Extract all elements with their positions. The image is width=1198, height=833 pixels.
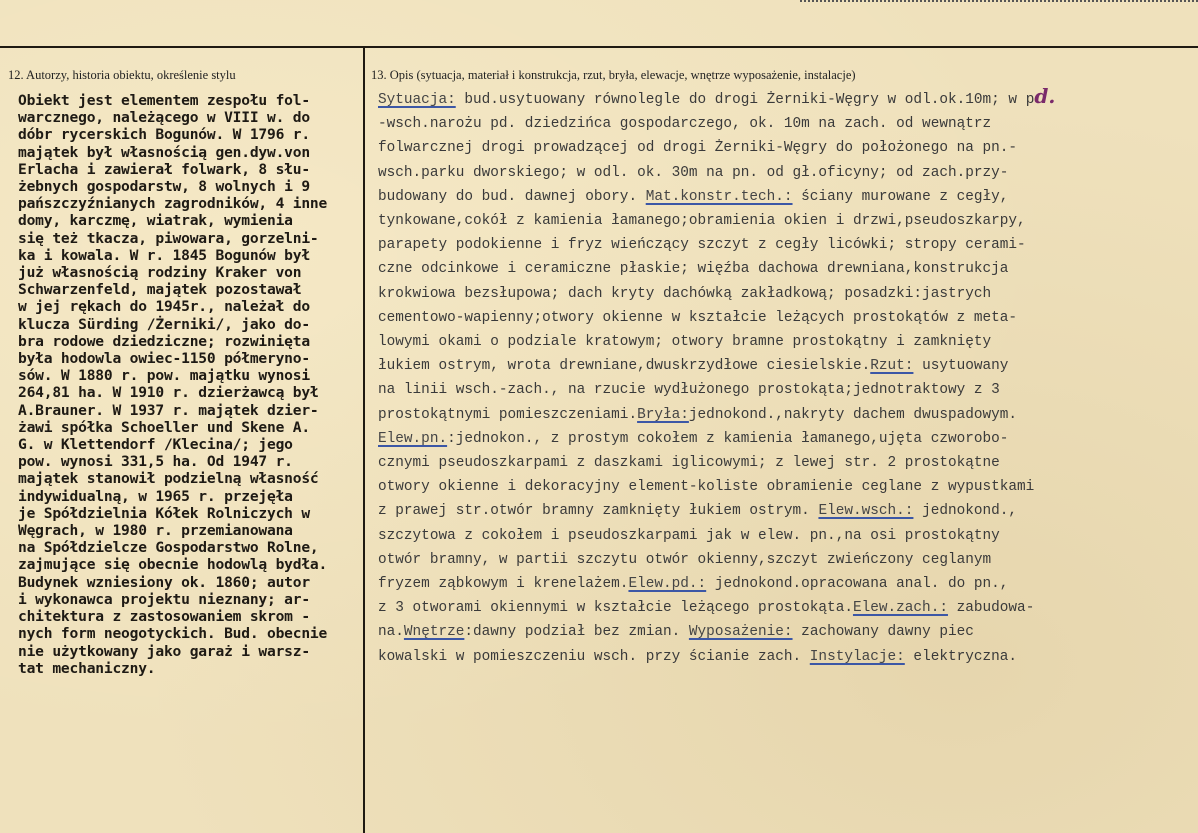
description-line [378,403,1198,427]
description-line [378,84,1198,112]
top-divider [0,46,1198,48]
text-run: na. [378,624,404,641]
text-run: :jednokon., z prostym cokołem z kamienia łamanego,ujęta czworobo- [447,430,1009,447]
history-line: Schwarzenfeld, majątek pozostawał [18,281,302,299]
text-run: jednokond.,nakryty dachem dwuspadowym. [688,406,1018,423]
description-line [378,233,1198,257]
history-line: warcznego, należącego w VIII w. do [18,109,310,127]
section-heading: Elew.pd.: [628,576,707,593]
handwritten-correction: d. [1034,84,1056,108]
history-line: G. w Klettendorf /Klecina/; jego [18,436,293,454]
description-line [378,354,1198,378]
history-line: Budynek wzniesiony ok. 1860; autor [18,573,310,591]
text-run: kowalski w pomieszczeniu wsch. przy ścianie zach. [378,648,810,665]
text-run: folwarcznej drogi prowadzącej od drogi Żerniki-Węgry do położonego na pn.- [378,140,1018,157]
history-line: sów. W 1880 r. pow. majątku wynosi [18,367,310,385]
section-heading: Sytuacja: [378,92,456,108]
history-line: dóbr rycerskich Bogunów. W 1796 r. [18,126,310,144]
text-run: wsch.parku dworskiego; w odl. ok. 30m na pn. od gł.oficyny; od zach.przy- [378,164,1009,181]
text-run: jednokond.opracowana anal. do pn., [706,576,1009,593]
text-run: jednokond., [913,503,1018,520]
text-run: ściany murowane z cegły, [792,188,1009,205]
history-line: Węgrach, w 1980 r. przemianowana [18,522,293,540]
description-line [378,257,1198,281]
text-run: zabudowa- [947,600,1035,617]
section-heading: Elew.wsch.: [818,503,914,520]
history-line: ka i kowala. W r. 1845 Bogunów był [18,246,310,264]
text-run: lowymi okami o podziale kratowym; otwory bramne prostokątny i zamknięty [378,334,992,351]
section-heading: Mat.konstr.tech.: [645,188,793,205]
text-run: :dawny podział bez zmian. [464,624,689,641]
description-line [378,524,1198,548]
history-line: majątek stanowił podzielną własność [18,470,319,488]
text-run: krokwiowa bezsłupowa; dach kryty dachówką zakładkową; posadzki:jastrych [378,285,992,302]
text-run: -wsch.narożu pd. dziedzińca gospodarczego, ok. 10m na zach. od wewnątrz [378,116,992,133]
history-line: już własnością rodziny Kraker von [18,264,302,282]
text-run: szczytowa z cokołem i pseudoszkarpami jak w elew. pn.,na osi prostokątny [378,527,1000,544]
history-text [18,92,366,677]
description-line [378,378,1198,402]
text-run: z 3 otworami okiennymi w kształcie leżącego prostokąta. [378,600,853,617]
history-line: żebnych gospodarstw, 8 wolnych i 9 [18,178,310,196]
history-line: Erlacha i zawierał folwark, 8 słu- [18,160,310,178]
history-line: pow. wynosi 331,5 ha. Od 1947 r. [18,453,293,471]
history-line: i wykonawca projektu nieznany; ar- [18,590,310,608]
text-run: zachowany dawny piec [792,624,974,641]
history-line: na Spółdzielcze Gospodarstwo Rolne, [18,539,319,557]
description-text [378,84,1198,669]
section-heading: Bryła: [637,406,689,423]
text-run: otwory okienne i dekoracyjny element-koliste obramienie ceglane z wypustkami [378,479,1035,496]
description-line [378,136,1198,160]
text-run: budowany do bud. dawnej obory. [378,188,646,205]
section-heading: Wnętrze [403,624,465,641]
text-run: czne odcinkowe i ceramiczne płaskie; więźba dachowa drewniana,konstrukcja [378,261,1009,278]
text-run: bud.usytuowany równolegle do drogi Żerniki-Węgry w odl.ok.10m; w p [455,92,1035,108]
history-line: żawi spółka Schoeller und Skene A. [18,418,310,436]
history-line: A.Brauner. W 1937 r. majątek dzier- [18,401,319,419]
description-line [378,185,1198,209]
text-run: parapety podokienne i fryz wieńczący szczyt z cegły licówki; stropy cerami- [378,237,1026,254]
history-line: Obiekt jest elementem zespołu fol- [18,92,310,109]
description-line [378,282,1198,306]
section-heading: Wyposażenie: [688,624,793,641]
text-run: fryzem ząbkowym i krenelażem. [378,576,629,593]
history-line: domy, karczmę, wiatrak, wymienia [18,212,293,230]
history-line: je Spółdzielnia Kółek Rolniczych w [18,504,310,522]
section-heading: Elew.zach.: [852,600,948,617]
history-line: chitektura z zastosowaniem skrom - [18,608,310,626]
description-line [378,330,1198,354]
history-line: tat mechaniczny. [18,659,156,677]
history-line: indywidualną, w 1965 r. przejęła [18,487,293,505]
text-run: cznymi pseudoszkarpami z daszkami iglicowymi; z lewej str. 2 prostokątne [378,455,1000,472]
description-line [378,451,1198,475]
text-run: elektryczna. [904,648,1018,665]
history-line: bra rodowe dziedziczne; rozwinięta [18,332,310,350]
text-run: cementowo-wapienny;otwory okienne w kształcie leżących prostokątów z meta- [378,309,1018,326]
history-line: zajmujące się obecnie hodowlą bydła. [18,556,328,574]
section-12-header: 12. Autorzy, historia obiektu, określenie stylu [8,68,236,82]
history-line: w jej rękach do 1945r., należał do [18,298,310,316]
description-line [378,596,1198,620]
description-line [378,620,1198,644]
description-line [378,161,1198,185]
section-heading: Elew.pn. [378,430,448,447]
section-heading: Instylacje: [809,648,905,665]
history-line: majątek był własnością gen.dyw.von [18,143,310,161]
description-line [378,427,1198,451]
history-line: klucza Sürding /Żerniki/, jako do- [18,315,310,333]
description-line [378,548,1198,572]
history-line: 264,81 ha. W 1910 r. dzierżawcą był [18,384,319,402]
text-run: z prawej str.otwór bramny zamknięty łukiem ostrym. [378,503,819,520]
text-run: otwór bramny, w partii szczytu otwór okienny,szczyt zwieńczony ceglanym [378,551,992,568]
text-run: tynkowane,cokół z kamienia łamanego;obramienia okien i drzwi,pseudoszkarpy, [378,213,1026,230]
text-run: prostokątnymi pomieszczeniami. [378,406,638,423]
history-line: pańszczyźnianych zagrodników, 4 inne [18,195,328,213]
description-line [378,306,1198,330]
text-run: łukiem ostrym, wrota drewniane,dwuskrzydłowe ciesielskie. [378,358,871,375]
history-line: się też tkacza, piwowara, gorzelni- [18,229,319,247]
history-line: nych form neogotyckich. Bud. obecnie [18,625,328,643]
description-line [378,572,1198,596]
description-line [378,112,1198,136]
description-line [378,499,1198,523]
section-heading: Rzut: [870,358,914,375]
history-line: była hodowla owiec-1150 półmeryno- [18,350,310,368]
description-line [378,645,1198,669]
perforation-edge [800,0,1198,16]
description-line [378,475,1198,499]
section-13-header: 13. Opis (sytuacja, materiał i konstrukcja, rzut, bryła, elewacje, wnętrze wyposażenie, instalacje) [371,68,856,82]
text-run: usytuowany [913,358,1009,375]
text-run: na linii wsch.-zach., na rzucie wydłużonego prostokąta;jednotraktowy z 3 [378,382,1000,399]
description-line [378,209,1198,233]
history-line: nie użytkowany jako garaż i warsz- [18,642,310,660]
